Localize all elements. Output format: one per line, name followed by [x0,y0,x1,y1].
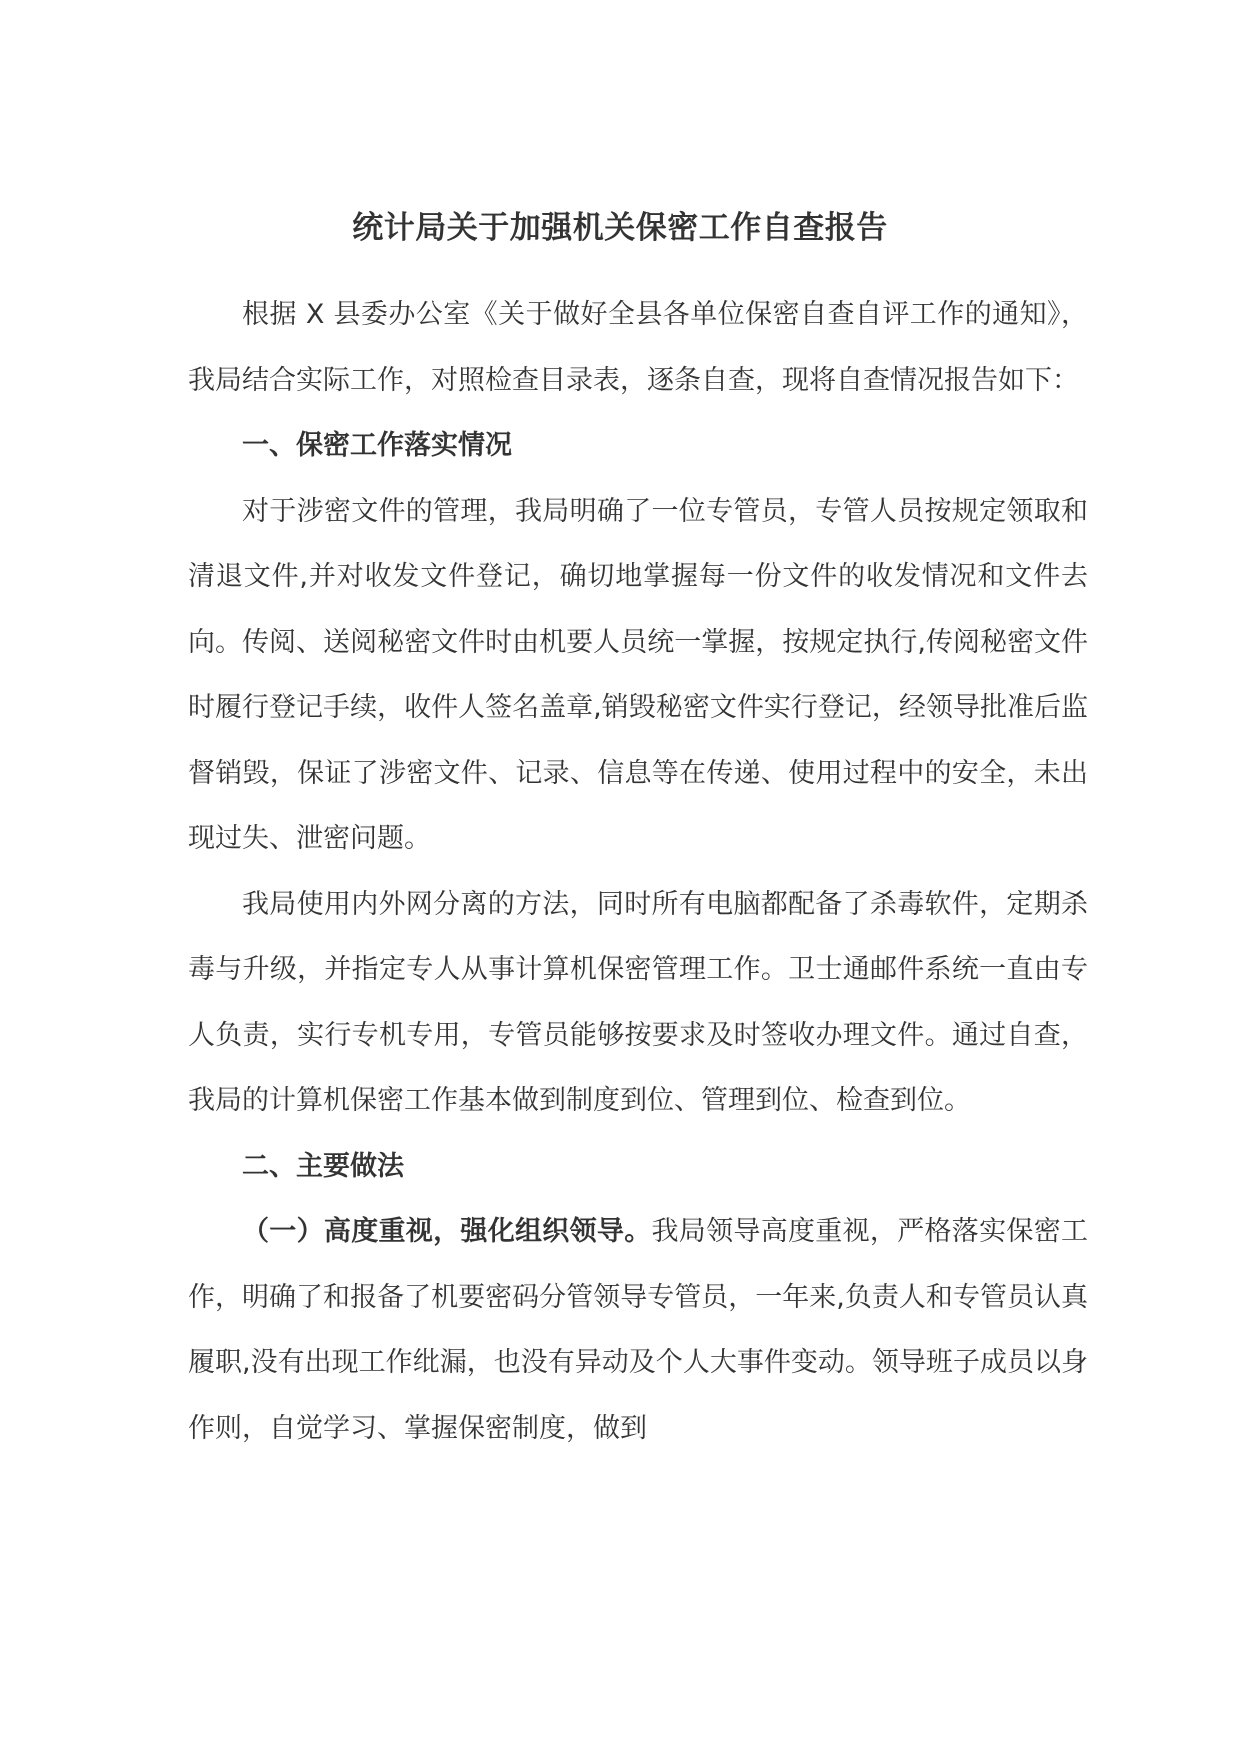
intro-paragraph: 根据 X 县委办公室《关于做好全县各单位保密自查自评工作的通知》，我局结合实际工作，对照检查目录表，逐条自查，现将自查情况报告如下： [188,299,1088,396]
subsection-text: 我局领导高度重视，严格落实保密工作，明确了和报备了机要密码分管领导专管员，一年来,负责人和专管员认真履职,没有出现工作纰漏，也没有异动及个人大事件变动。领导班子成员以身作则，自觉学习、掌握保密制度，做到 [188,1216,1088,1444]
document-body [188,282,1088,1461]
section2-paragraph-1 [188,1199,1088,1461]
section-heading-1: 一、保密工作落实情况 [242,430,512,461]
section1-paragraph-2: 我局使用内外网分离的方法，同时所有电脑都配备了杀毒软件，定期杀毒与升级，并指定专人从事计算机保密管理工作。卫士通邮件系统一直由专人负责，实行专机专用，专管员能够按要求及时签收办理文件。通过自查，我局的计算机保密工作基本做到制度到位、管理到位、检查到位。 [188,888,1088,1116]
subsection-lead: （一）高度重视，强化组织领导。 [242,1216,652,1247]
section1-paragraph-1: 对于涉密文件的管理，我局明确了一位专管员，专管人员按规定领取和清退文件,并对收发文件登记，确切地掌握每一份文件的收发情况和文件去向。传阅、送阅秘密文件时由机要人员统一掌握，按规定执行,传阅秘密文件时履行登记手续，收件人签名盖章,销毁秘密文件实行登记，经领导批准后监督销毁，保证了涉密文件、记录、信息等在传递、使用过程中的安全，未出现过失、泄密问题。 [188,495,1088,854]
document-title: 统计局关于加强机关保密工作自查报告 [352,210,888,246]
section-heading-2: 二、主要做法 [242,1150,404,1182]
